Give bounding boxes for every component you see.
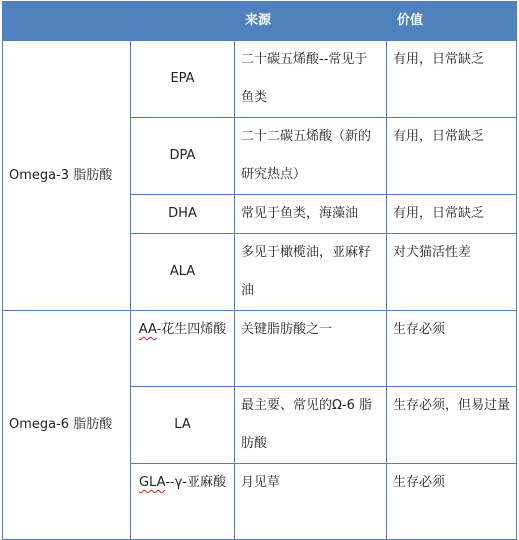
table-row: [3, 311, 517, 387]
acid-name: [131, 464, 235, 540]
value-cell: 生存必须: [387, 311, 517, 387]
acid-name: [131, 311, 235, 387]
header-cell-group: [3, 2, 131, 41]
acid-name: EPA: [131, 41, 235, 118]
source-cell: 多见于橄榄油，亚麻籽油: [235, 234, 387, 311]
source-cell: 最主要、常见的Ω-6 脂肪酸: [235, 387, 387, 464]
acid-name: DHA: [131, 195, 235, 234]
value-cell: 对犬猫活性差: [387, 234, 517, 311]
header-cell-name: [131, 2, 235, 41]
acid-name-abbr: GLA: [138, 475, 166, 490]
source-cell: 二十碳五烯酸--常见于鱼类: [235, 41, 387, 118]
source-cell: 二十二碳五烯酸（新的研究热点）: [235, 118, 387, 195]
acid-name: LA: [131, 387, 235, 464]
value-cell: 生存必须，但易过量: [387, 387, 517, 464]
header-cell-source: 来源: [235, 2, 387, 41]
value-cell: 有用，日常缺乏: [387, 195, 517, 234]
acid-name-abbr: AA: [138, 322, 157, 337]
table-row: [3, 41, 517, 118]
source-cell: 常见于鱼类，海藻油: [235, 195, 387, 234]
value-cell: 有用，日常缺乏: [387, 118, 517, 195]
acid-name-rest: --γ-亚麻酸: [165, 475, 226, 490]
header-row: [3, 2, 517, 41]
group-label-omega6: Omega-6 脂肪酸: [3, 311, 131, 540]
acid-name: DPA: [131, 118, 235, 195]
acid-name: ALA: [131, 234, 235, 311]
fatty-acid-table: [2, 1, 517, 540]
value-cell: 生存必须: [387, 464, 517, 540]
source-cell: 关键脂肪酸之一: [235, 311, 387, 387]
source-cell: 月见草: [235, 464, 387, 540]
header-cell-value: 价值: [387, 2, 517, 41]
acid-name-rest: -花生四烯酸: [156, 322, 227, 337]
group-label-omega3: Omega-3 脂肪酸: [3, 41, 131, 311]
value-cell: 有用，日常缺乏: [387, 41, 517, 118]
